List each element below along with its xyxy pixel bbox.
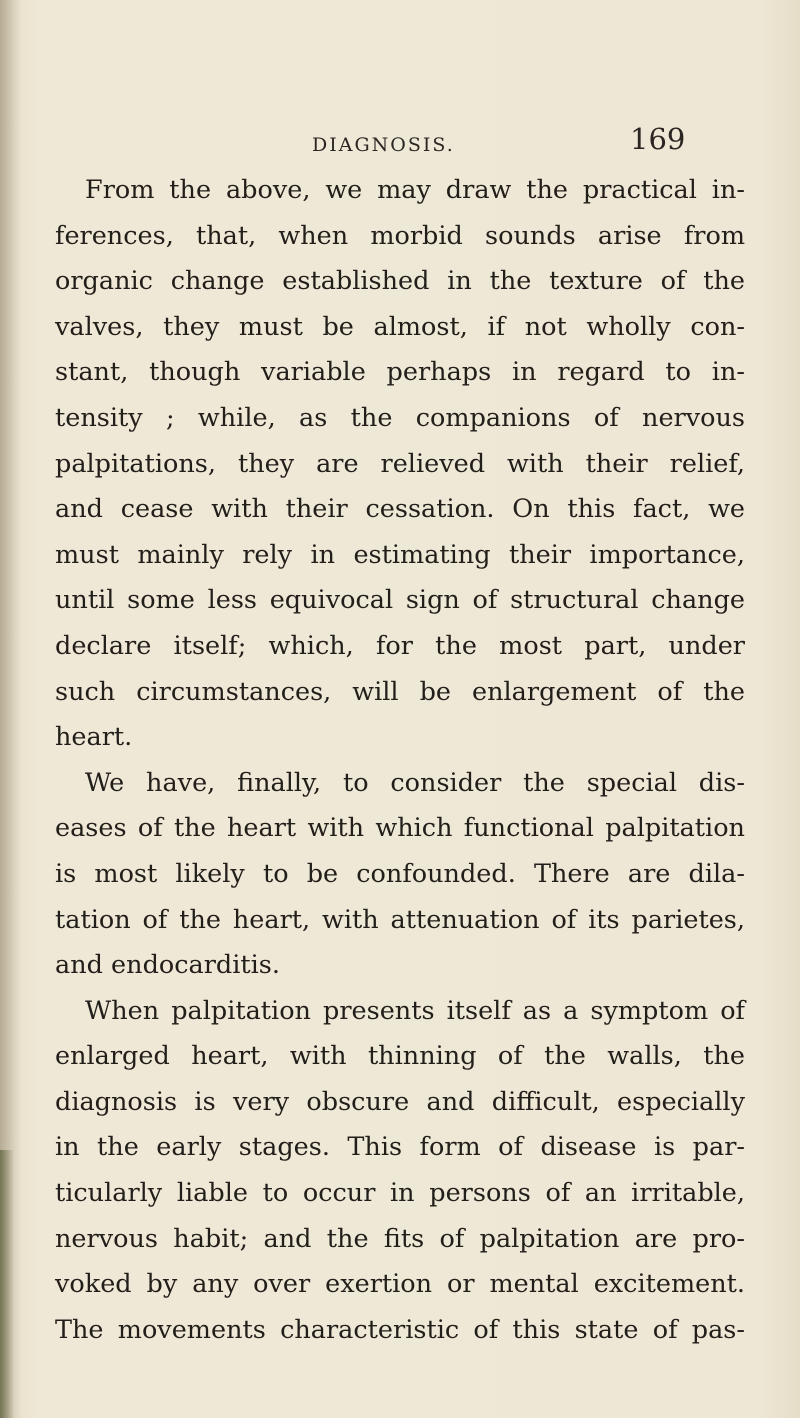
text-line: in the early stages. This form of disease is par- [55, 1132, 745, 1163]
text-line: palpitations, they are relieved with their relief, [55, 448, 745, 479]
text-line: is most likely to be confounded. There are dila- [55, 858, 745, 889]
text-line: heart. [55, 722, 133, 753]
page-number: 169 [630, 122, 686, 156]
text-line: organic change established in the texture of the [55, 266, 745, 297]
text-line: and cease with their cessation. On this fact, we [55, 494, 745, 525]
running-head [0, 120, 800, 160]
text-line: We have, finally, to consider the special dis- [85, 767, 745, 798]
text-line: must mainly rely in estimating their importance, [55, 539, 745, 570]
text-line: valves, they must be almost, if not wholly con- [55, 311, 745, 342]
text-line: such circumstances, will be enlargement of the [55, 676, 745, 707]
text-line: voked by any over exertion or mental excitement. [55, 1269, 745, 1300]
text-line: tation of the heart, with attenuation of its parietes, [55, 904, 745, 935]
running-title: DIAGNOSIS. [312, 134, 455, 156]
text-line: ferences, that, when morbid sounds arise from [55, 220, 745, 251]
text-line: tensity ; while, as the companions of nervous [55, 402, 745, 433]
text-line: ticularly liable to occur in persons of an irritable, [55, 1178, 745, 1209]
text-line: declare itself; which, for the most part, under [55, 630, 745, 661]
body-text [55, 168, 745, 1353]
text-line: and endocarditis. [55, 950, 280, 981]
text-line: stant, though variable perhaps in regard to in- [55, 357, 745, 388]
text-line: eases of the heart with which functional palpitation [55, 813, 745, 844]
text-line: enlarged heart, with thinning of the walls, the [55, 1041, 745, 1072]
binding-edge-stain [0, 1150, 14, 1418]
text-line: From the above, we may draw the practical in- [85, 175, 745, 205]
text-line: until some less equivocal sign of structural change [55, 585, 745, 616]
text-line: nervous habit; and the fits of palpitation are pro- [55, 1223, 745, 1254]
text-line: When palpitation presents itself as a symptom of [85, 995, 745, 1026]
text-line: The movements characteristic of this state of pas- [55, 1314, 745, 1345]
text-line: diagnosis is very obscure and difficult, especially [55, 1086, 745, 1117]
